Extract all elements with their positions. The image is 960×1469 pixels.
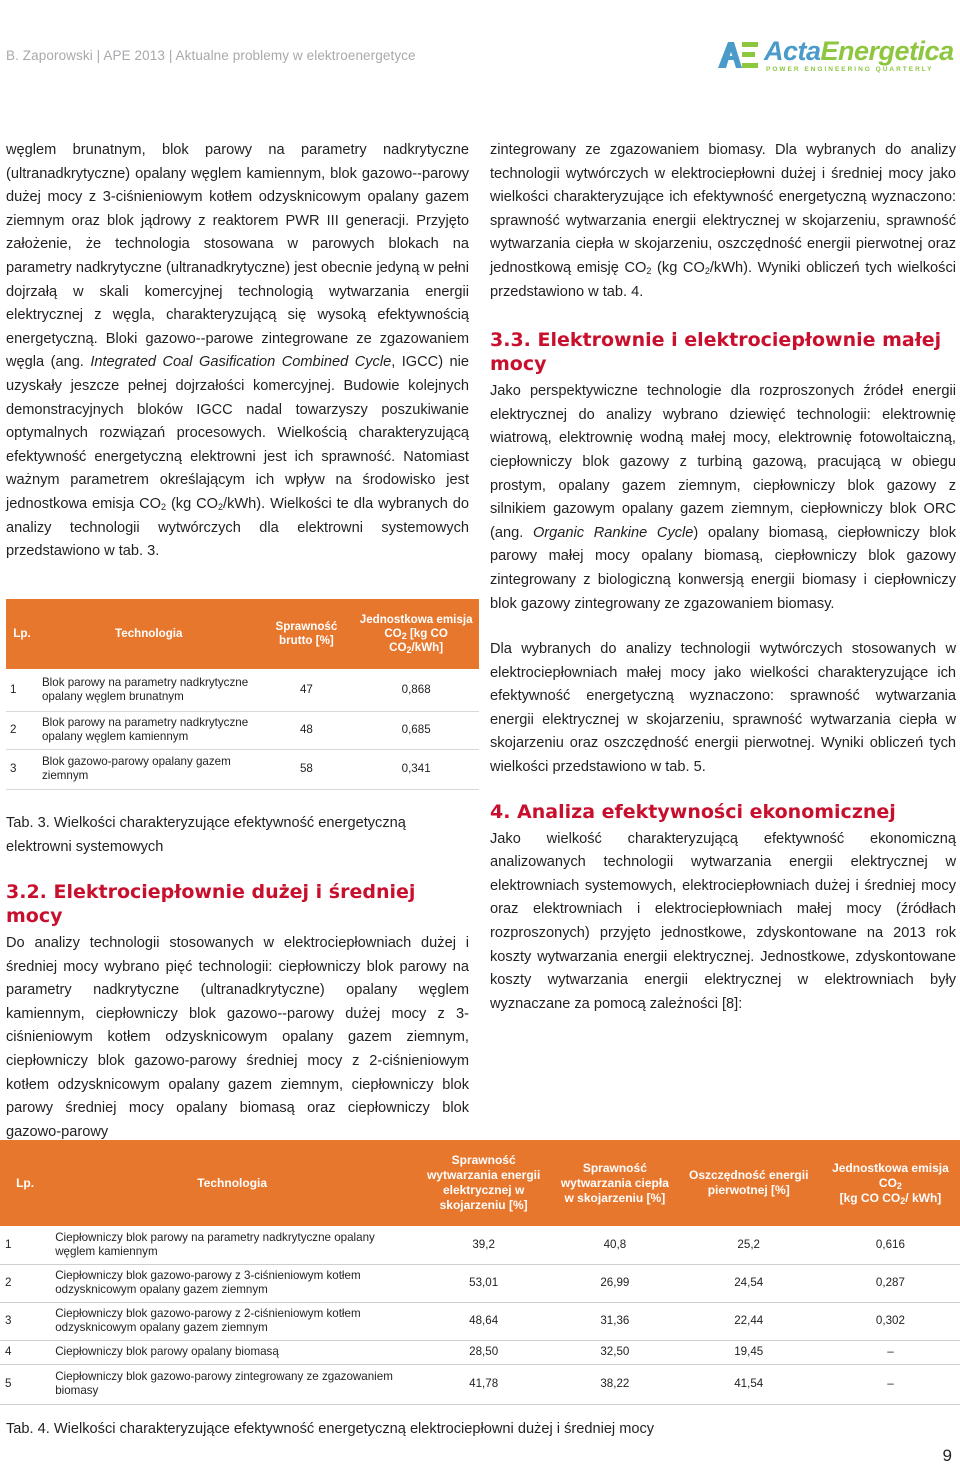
table-row — [0, 1340, 960, 1364]
cell-heat-efficiency: 31,36 — [553, 1302, 676, 1340]
paragraph: Jako wielkość charakteryzującą efektywność ekonomiczną analizowanych technologii wytwarzania energii elektrycznej w elektrowniach systemowych, elektrociepłowniach dużej i średniej mocy oraz elektrowniach i elektrociepłowniach małej mocy (źródłach rozproszonych) przyjęto jednostkowe, zdyskontowane na 2013 rok koszty wytwarzania energii elektrycznej. Jednostkowe, zdyskontowane koszty wytwarzania energii elektrycznej w elektrowniach były wyznaczane za pomocą zależności [8]: — [490, 830, 956, 1012]
cell-emission: 0,616 — [821, 1226, 960, 1264]
cell-energy-saving: 41,54 — [677, 1364, 821, 1404]
cell-el-efficiency: 48,64 — [414, 1302, 553, 1340]
cell-heat-efficiency: 26,99 — [553, 1264, 676, 1302]
cell-emission: – — [821, 1340, 960, 1364]
cell-lp: 5 — [0, 1364, 50, 1404]
cell-emission: 0,341 — [353, 749, 479, 789]
cell-technology: Blok parowy na parametry nadkrytyczne opalany węglem kamiennym — [38, 711, 260, 749]
page-header — [0, 0, 960, 100]
table-3-caption: Tab. 3. Wielkości charakteryzujące efektywność energetyczną elektrowni systemowych — [6, 815, 406, 855]
cell-technology: Blok parowy na parametry nadkrytyczne opalany węglem brunatnym — [38, 669, 260, 711]
cell-technology: Ciepłowniczy blok gazowo-parowy z 3-ciśnieniowym kotłem odzysknicowym opalany gazem ziemnym — [50, 1264, 414, 1302]
cell-technology: Ciepłowniczy blok gazowo-parowy zintegrowany ze zgazowaniem biomasy — [50, 1364, 414, 1404]
left-column-lower — [6, 880, 469, 1144]
paragraph: zintegrowany ze zgazowaniem biomasy. Dla wybranych do analizy technologii wytwórczych w elektrociepłowni dużej i średniej mocy jako wielkości charakteryzujące ich efektywność energetyczną wyznaczono: sprawność wytwarzania energii elektrycznej w skojarzeniu, sprawność wytwarzania ciepła w skojarzeniu, oszczędność energii pierwotnej oraz jednostkową emisję $CO_2$ (kg $CO_2/kWh$). Wyniki obliczeń tych wielkości przedstawiono w tab. 4. — [490, 142, 956, 300]
table-3 — [6, 599, 479, 790]
cell-energy-saving: 22,44 — [677, 1302, 821, 1340]
table-row — [0, 1302, 960, 1340]
cell-emission: 0,302 — [821, 1302, 960, 1340]
header-efficiency: Sprawność brutto [%] — [260, 599, 354, 669]
header-el-efficiency: Sprawność wytwarzania energii elektrycznej w skojarzeniu [%] — [414, 1140, 553, 1226]
cell-heat-efficiency: 32,50 — [553, 1340, 676, 1364]
header-lp: Lp. — [6, 599, 38, 669]
table-row — [0, 1364, 960, 1404]
page-number: 9 — [942, 1446, 952, 1465]
header-emission: Jednostkowa emisja $CO_2$ [kg CO $CO_2/$ kWh] — [821, 1140, 960, 1226]
cell-lp: 2 — [6, 711, 38, 749]
cell-technology: Ciepłowniczy blok gazowo-parowy z 2-ciśnieniowym kotłem odzysknicowym opalany gazem ziemnym — [50, 1302, 414, 1340]
running-head: B. Zaporowski | APE 2013 | Aktualne problemy w elektroenergetyce — [6, 48, 416, 63]
cell-lp: 3 — [0, 1302, 50, 1340]
table-4-caption: Tab. 4. Wielkości charakteryzujące efektywność energetyczną elektrociepłowni dużej i średniej mocy — [6, 1421, 655, 1437]
cell-technology: Ciepłowniczy blok parowy opalany biomasą — [50, 1340, 414, 1364]
cell-el-efficiency: 41,78 — [414, 1364, 553, 1404]
cell-lp: 2 — [0, 1264, 50, 1302]
table-row — [0, 1264, 960, 1302]
table-row — [6, 749, 479, 789]
header-technology: Technologia — [38, 599, 260, 669]
cell-el-efficiency: 28,50 — [414, 1340, 553, 1364]
cell-lp: 3 — [6, 749, 38, 789]
cell-el-efficiency: 39,2 — [414, 1226, 553, 1264]
cell-emission: 0,868 — [353, 669, 479, 711]
table-row — [0, 1226, 960, 1264]
cell-efficiency: 48 — [260, 711, 354, 749]
section-heading-3-3: 3.3. Elektrownie i elektrociepłownie małej mocy — [490, 329, 942, 376]
header-heat-efficiency: Sprawność wytwarzania ciepła w skojarzeniu [%] — [553, 1140, 676, 1226]
cell-efficiency: 47 — [260, 669, 354, 711]
cell-heat-efficiency: 40,8 — [553, 1226, 676, 1264]
table-4 — [0, 1140, 960, 1405]
cell-energy-saving: 25,2 — [677, 1226, 821, 1264]
table-header-row — [6, 599, 479, 669]
cell-technology: Blok gazowo-parowy opalany gazem ziemnym — [38, 749, 260, 789]
cell-el-efficiency: 53,01 — [414, 1264, 553, 1302]
table-row — [6, 711, 479, 749]
paragraph: Dla wybranych do analizy technologii wytwórczych stosowanych w elektrociepłowniach małej mocy jako wielkości charakteryzujące ich efektywność energetyczną wyznaczono: sprawność wytwarzania energii elektrycznej w skojarzeniu, sprawność wytwarzania ciepła w skojarzeniu oraz oszczędność energii pierwotnej. Wyniki obliczeń tych wielkości przedstawiono w tab. 5. — [490, 641, 956, 776]
cell-efficiency: 58 — [260, 749, 354, 789]
left-column — [6, 139, 469, 564]
acta-energetica-logo-icon — [716, 40, 760, 70]
cell-technology: Ciepłowniczy blok parowy na parametry nadkrytyczne opalany węglem kamiennym — [50, 1226, 414, 1264]
logo-wordmark: ActaEnergetica — [764, 36, 954, 66]
paragraph: Jako perspektywiczne technologie dla rozproszonych źródeł energii elektrycznej do analizy wybrano dziewięć technologii: elektrownię wiatrową, elektrownię wodną małej mocy, elektrownię fotowoltaiczną, ciepłowniczy blok gazowy z turbiną gazową, pracującą w obiegu prostym, opalany gazem ziemnym, ciepłowniczy blok gazowy z silnikiem gazowym opalany gazem ziemnym, ciepłowniczy blok ORC (ang. Organic Rankine Cycle) opalany biomasą, ciepłowniczy blok parowy małej mocy opalany biomasą, ciepłowniczy blok gazowy zintegrowany z biologiczną konwersją energii biomasy i ciepłowniczy blok gazowy zintegrowany ze zgazowaniem biomasy. — [490, 383, 956, 612]
section-heading-4: 4. Analiza efektywności ekonomicznej — [490, 800, 896, 823]
paragraph: Do analizy technologii stosowanych w elektrociepłowniach dużej i średniej mocy wybrano pięć technologii: ciepłowniczy blok parowy na parametry nadkrytyczne (ultranadkrytyczne) opalany węglem kamiennym, ciepłowniczy blok gazowo--parowy dużej mocy z 3-ciśnieniowym kotłem odzysknicowym opalany gazem ziemnym, ciepłowniczy blok gazowo-parowy średniej mocy z 2-ciśnieniowym kotłem odzysknicowym opalany gazem ziemnym, ciepłowniczy blok parowy średniej mocy opalany biomasą oraz ciepłowniczy blok gazowo-parowy — [6, 935, 469, 1140]
cell-energy-saving: 19,45 — [677, 1340, 821, 1364]
cell-lp: 1 — [6, 669, 38, 711]
header-lp: Lp. — [0, 1140, 50, 1226]
cell-heat-efficiency: 38,22 — [553, 1364, 676, 1404]
section-heading-3-2: 3.2. Elektrociepłownie dużej i średniej mocy — [6, 881, 416, 927]
cell-lp: 4 — [0, 1340, 50, 1364]
header-technology: Technologia — [50, 1140, 414, 1226]
paragraph: węglem brunatnym, blok parowy na parametry nadkrytyczne (ultranadkrytyczne) opalany węglem kamiennym, blok gazowo--parowy dużej mocy z 3-ciśnieniowym kotłem odzysknicowym opalany gazem ziemnym oraz blok jądrowy z reaktorem PWR III generacji. Przyjęto założenie, że technologia stosowana w parowych blokach na parametry nadkrytyczne (ultranadkrytyczne) jest obecnie jedyną w pełni dojrzałą w skali komercyjnej technologią wytwarzania energii elektrycznej z węgla, charakteryzującą się wysoką efektywnością energetyczną. Bloki gazowo--parowe zintegrowane ze zgazowaniem węgla (ang. Integrated Coal Gasification Combined Cycle, IGCC) nie uzyskały jeszcze pełnej dojrzałości komercyjnej. Budowie kolejnych demonstracyjnych bloków IGCC nadal towarzyszy poszukiwanie optymalnych rozwiązań procesowych. Wielkością charakteryzującą efektywność energetyczną elektrowni jest ich sprawność. Natomiast ważnym parametrem określającym ich wpływ na środowisko jest jednostkowa emisja $CO_2$ (kg $CO_2/kWh$). Wielkości te dla wybranych do analizy technologii wytwórczych dla elektrowni systemowych przedstawiono w tab. 3. — [6, 142, 469, 560]
table-header-row — [0, 1140, 960, 1226]
logo-subtitle: POWER ENGINEERING QUARTERLY — [766, 66, 934, 73]
header-energy-saving: Oszczędność energii pierwotnej [%] — [677, 1140, 821, 1226]
cell-emission: 0,685 — [353, 711, 479, 749]
header-emission: Jednostkowa emisja $CO_2$ [kg CO $CO_2/kWh$] — [353, 599, 479, 669]
cell-energy-saving: 24,54 — [677, 1264, 821, 1302]
cell-lp: 1 — [0, 1226, 50, 1264]
journal-logo — [716, 36, 952, 76]
cell-emission: – — [821, 1364, 960, 1404]
table-row — [6, 669, 479, 711]
right-column — [490, 139, 956, 1016]
cell-emission: 0,287 — [821, 1264, 960, 1302]
